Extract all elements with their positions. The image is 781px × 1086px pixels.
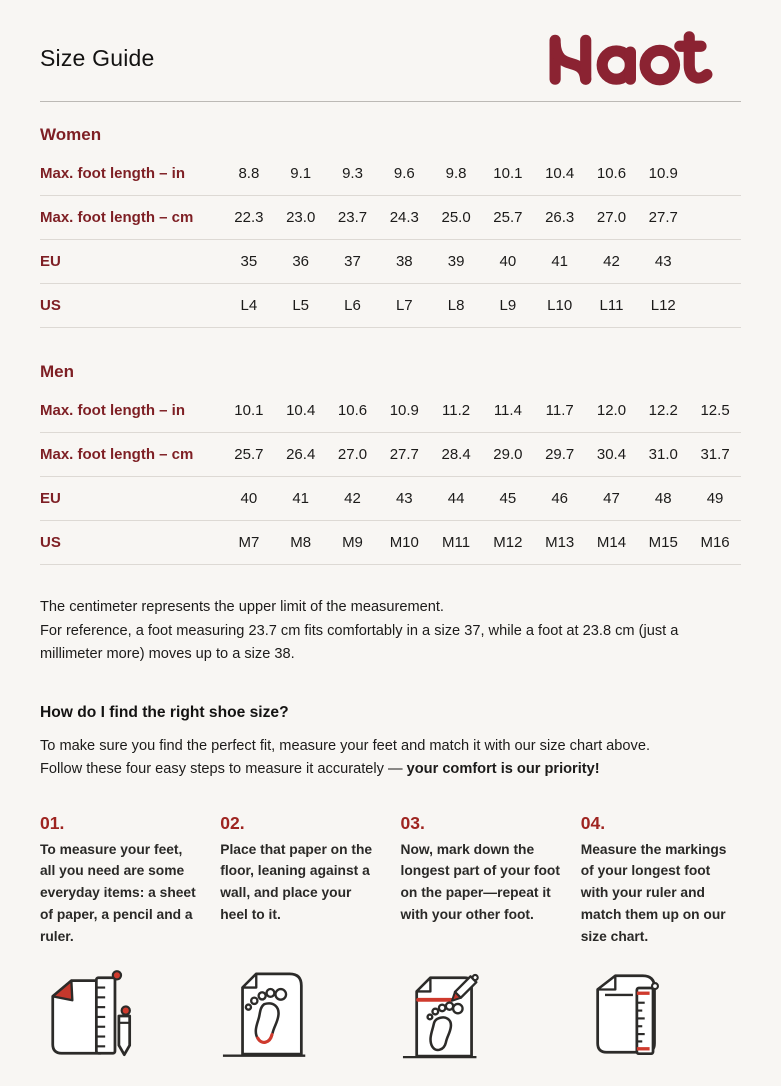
howto-intro-bold: your comfort is our priority! (406, 761, 600, 777)
size-cell (689, 165, 741, 182)
measurement-notes (40, 596, 702, 667)
size-cell: 11.2 (442, 402, 471, 419)
size-cell (689, 209, 741, 226)
size-cell: 10.1 (234, 402, 264, 419)
step-1-number: 01. (40, 812, 65, 833)
size-cell: 30.4 (596, 446, 627, 463)
step-4-text: Measure the markings of your longest foot with your ruler and match them up on our size chart. (580, 841, 727, 944)
notes-line-2: For reference, a foot measuring 23.7 cm fits comfortably in a size 37, while a foot at 23.8 cm (just a millimeter more) moves up to a size 38. (40, 622, 679, 662)
row-label: Max. foot length – cm (40, 209, 194, 226)
size-cell: M16 (700, 534, 730, 551)
step-3-number: 03. (400, 812, 425, 833)
size-cell: 9.3 (342, 165, 363, 182)
size-cell: 31.0 (648, 446, 678, 463)
size-cell: 10.4 (545, 165, 575, 182)
size-cell: 43 (654, 253, 672, 270)
step-2-number: 02. (220, 812, 245, 833)
size-cell: 35 (240, 253, 258, 270)
size-cell: 31.7 (700, 446, 730, 463)
size-cell: 24.3 (389, 209, 419, 226)
table-row (40, 389, 741, 433)
size-cell (689, 297, 741, 314)
step-1 (40, 813, 200, 948)
howto-intro (40, 735, 695, 782)
size-cell: 40 (240, 490, 258, 507)
row-label: Max. foot length – cm (40, 446, 194, 463)
size-cell: 49 (706, 490, 724, 507)
size-cell: 26.3 (545, 209, 575, 226)
step-2 (220, 813, 380, 948)
steps-row (40, 813, 741, 948)
table-row (40, 152, 741, 196)
size-cell: 43 (395, 490, 413, 507)
size-cell: 26.4 (286, 446, 316, 463)
size-cell: 12.5 (700, 402, 730, 419)
table-row (40, 284, 741, 328)
size-cell: M14 (596, 534, 627, 551)
size-cell: 9.8 (445, 165, 467, 182)
men-section-heading: Men (40, 362, 74, 381)
size-cell: L6 (344, 297, 361, 314)
row-label: Max. foot length – in (40, 165, 185, 182)
table-row (40, 196, 741, 240)
size-cell: M10 (389, 534, 419, 551)
size-cell: 11.7 (545, 402, 574, 419)
size-cell: L7 (395, 297, 413, 314)
size-cell: 12.0 (596, 402, 627, 419)
size-cell: 27.0 (596, 209, 627, 226)
size-cell: 9.6 (393, 165, 415, 182)
size-cell: M9 (342, 534, 363, 551)
size-cell: 29.7 (545, 446, 575, 463)
row-label: US (40, 534, 61, 551)
size-cell: 25.7 (234, 446, 264, 463)
size-cell: 41 (551, 253, 569, 270)
size-cell: 25.0 (441, 209, 471, 226)
men-size-table (40, 389, 741, 565)
mark-foot-pencil-icon (401, 959, 561, 1063)
size-cell: L10 (547, 297, 573, 314)
size-cell: 10.9 (389, 402, 419, 419)
size-cell: 28.4 (441, 446, 471, 463)
size-cell: 42 (344, 490, 361, 507)
step-4-number: 04. (580, 812, 606, 833)
size-cell: 45 (499, 490, 517, 507)
size-cell: M12 (493, 534, 523, 551)
size-cell: 44 (447, 490, 465, 507)
size-cell: 11.4 (493, 402, 522, 419)
size-cell: M13 (545, 534, 575, 551)
size-cell: 46 (551, 490, 569, 507)
women-section-heading: Women (40, 125, 102, 144)
size-cell: L4 (240, 297, 258, 314)
size-cell: L5 (292, 297, 310, 314)
size-cell: 42 (603, 253, 620, 270)
row-label: EU (40, 253, 61, 270)
size-cell: 10.6 (596, 165, 627, 182)
table-row (40, 521, 741, 565)
table-row (40, 477, 741, 521)
measure-marks-ruler-icon (581, 959, 741, 1063)
size-cell: L8 (447, 297, 465, 314)
size-cell: 27.7 (389, 446, 419, 463)
size-cell: 8.8 (238, 165, 260, 182)
size-cell: 48 (654, 490, 672, 507)
header (40, 34, 741, 82)
size-cell: L11 (599, 297, 624, 314)
header-divider (40, 101, 741, 102)
size-cell: 39 (447, 253, 465, 270)
women-size-table (40, 152, 741, 328)
howto-heading: How do I find the right shoe size? (40, 703, 289, 721)
size-cell: 9.1 (290, 165, 312, 182)
size-cell: 10.6 (337, 402, 368, 419)
size-cell: 25.7 (493, 209, 523, 226)
size-cell: 27.0 (337, 446, 368, 463)
size-cell: 12.2 (648, 402, 678, 419)
size-cell: 10.4 (286, 402, 316, 419)
naot-logo-icon (541, 29, 741, 87)
table-row (40, 433, 741, 477)
table-row (40, 240, 741, 284)
step-3-text: Now, mark down the longest part of your foot on the paper—repeat it with your other foot. (400, 841, 560, 922)
size-cell: M11 (442, 534, 471, 551)
size-cell: 23.7 (337, 209, 368, 226)
step-3 (401, 813, 561, 948)
size-cell (689, 253, 741, 270)
size-cell: 10.1 (493, 165, 523, 182)
step-2-text: Place that paper on the floor, leaning against a wall, and place your heel to it. (220, 841, 373, 922)
size-cell: 29.0 (493, 446, 523, 463)
row-label: Max. foot length – in (40, 402, 185, 419)
size-cell: 23.0 (286, 209, 316, 226)
size-cell: 27.7 (648, 209, 678, 226)
page-title: Size Guide (40, 44, 155, 71)
size-cell: 40 (499, 253, 517, 270)
size-cell: L12 (650, 297, 676, 314)
paper-pencil-ruler-icon (40, 959, 200, 1063)
size-cell: 22.3 (234, 209, 264, 226)
notes-line-1: The centimeter represents the upper limit of the measurement. (40, 599, 444, 615)
row-label: EU (40, 490, 61, 507)
step-1-text: To measure your feet, all you need are some everyday items: a sheet of paper, a pencil and a ruler. (40, 841, 196, 944)
row-label: US (40, 297, 61, 314)
size-cell: 38 (395, 253, 413, 270)
size-cell: 41 (292, 490, 310, 507)
size-cell: 37 (344, 253, 361, 270)
howto-intro-regular: To make sure you find the perfect fit, measure your feet and match it with our size chart above. Follow these four easy steps to measure it accurately — (40, 737, 650, 777)
size-cell: 10.9 (648, 165, 678, 182)
step-icons-row (40, 959, 741, 1063)
size-cell: 36 (292, 253, 310, 270)
size-cell: 47 (603, 490, 620, 507)
size-cell: M7 (238, 534, 260, 551)
paper-heel-footprint-icon (220, 959, 380, 1063)
size-cell: M15 (648, 534, 678, 551)
size-cell: M8 (290, 534, 312, 551)
step-4 (581, 813, 741, 948)
size-cell: L9 (499, 297, 517, 314)
